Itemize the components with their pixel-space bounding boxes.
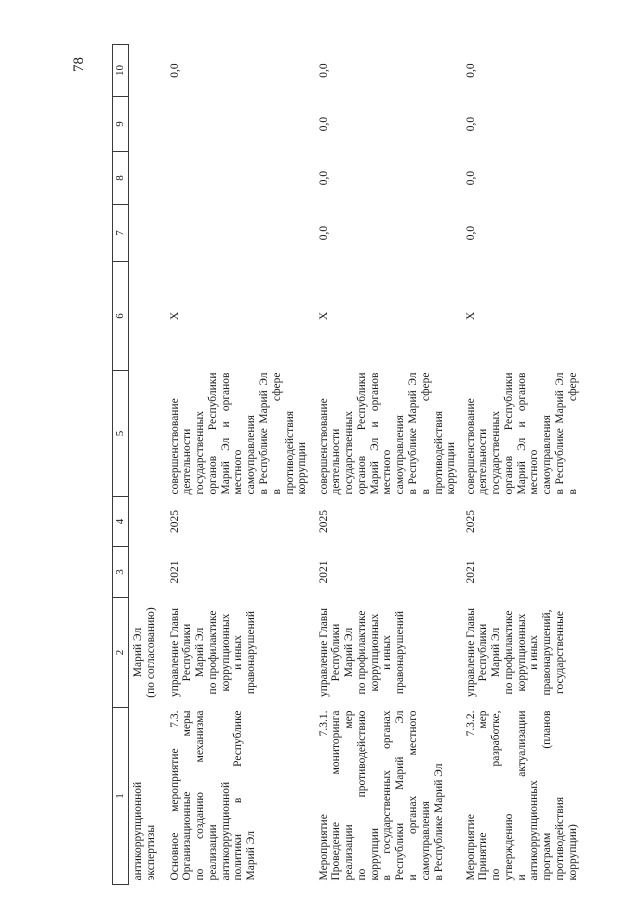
text-line: экспертизы (144, 824, 157, 881)
text-line: совершенствование (464, 398, 477, 495)
text-line: Марий Эл и органов (515, 372, 528, 495)
text-line: местного (528, 449, 541, 495)
expected-result-cell (166, 371, 315, 497)
column-number: 4 (113, 497, 129, 547)
text-line: государственные (554, 611, 567, 694)
text-line: Мероприятие 7.3.2. (464, 710, 477, 881)
text-line: деятельности (181, 428, 194, 495)
text-line: Мероприятие 7.3.1. (317, 710, 330, 881)
expected-result-cell (462, 371, 632, 497)
column-number: 2 (113, 598, 129, 708)
column-6-cell: X (464, 311, 477, 321)
value-cell: 0,0 (464, 170, 477, 186)
value-cell (166, 205, 315, 262)
expected-result-cell (129, 371, 166, 497)
text-line: Проведение мониторинга (330, 710, 343, 881)
expected-result-cell (315, 371, 462, 497)
text-line: в сфере (566, 372, 579, 495)
value-cell (129, 152, 166, 205)
text-line: в Республике Марий Эл (258, 372, 271, 495)
text-line: управление Главы (317, 608, 330, 697)
responsible-executor-cell (315, 598, 462, 708)
text-line: органов Республики (502, 372, 515, 495)
text-line: антикоррупционной (132, 781, 144, 881)
page-number: 78 (71, 57, 87, 72)
text-line: коррупционных (219, 613, 232, 692)
table-row (315, 45, 462, 885)
value-cell: 0,0 (464, 225, 477, 241)
text-line: Республики (330, 623, 343, 682)
text-line: самоуправления (541, 415, 554, 495)
column-number: 9 (113, 97, 129, 152)
text-line: и актуализации (515, 710, 528, 881)
column-6-cell: X (317, 311, 330, 321)
text-line: совершенствование (317, 398, 330, 495)
value-cell (129, 45, 166, 97)
column-number: 10 (113, 45, 129, 97)
text-line: по профилактике (206, 610, 219, 695)
text-line: программ (планов (541, 710, 554, 881)
text-line: по разработке, (490, 710, 503, 881)
text-line: Марий Эл и органов (368, 372, 381, 495)
text-line: и иных (381, 635, 394, 670)
text-line: самоуправления (394, 415, 407, 495)
value-cell (129, 97, 166, 152)
text-line: правонарушений, (541, 609, 554, 696)
text-line: управление Главы (464, 608, 477, 697)
end-year-cell: 2025 (464, 510, 477, 533)
text-line: местного (232, 449, 245, 495)
table-row (129, 45, 166, 885)
text-line: коррупционных (368, 613, 381, 692)
text-line: и иных (528, 635, 541, 670)
text-line: Марий Эл (245, 831, 258, 881)
text-line: коррупции (445, 442, 458, 495)
text-line: органов Республики (355, 372, 368, 495)
end-year-cell: 2025 (168, 510, 181, 533)
text-line: коррупции (368, 828, 381, 881)
start-year-cell: 2021 (317, 560, 330, 584)
program-measures-table (112, 44, 632, 885)
text-line: Принятие мер (477, 710, 490, 881)
text-line: по созданию механизма (194, 710, 207, 881)
value-cell: 0,0 (464, 116, 477, 132)
table-row (166, 45, 315, 885)
text-line: в сфере (270, 372, 283, 495)
end-year-cell: 2025 (317, 510, 330, 533)
text-line: Республики Марий Эл (394, 710, 407, 881)
value-cell (166, 97, 315, 152)
start-year-cell (129, 547, 166, 598)
value-cell: 0,0 (317, 225, 330, 241)
text-line: (по согласованию) (144, 607, 157, 698)
text-line: антикоррупционных (528, 780, 541, 881)
start-year-cell: 2021 (464, 560, 477, 584)
text-line: коррупции) (566, 824, 579, 881)
table-row (462, 45, 632, 885)
text-line: по противодействию (355, 710, 368, 881)
text-line: утверждению (502, 813, 515, 881)
column-6-cell (129, 262, 166, 371)
text-line: самоуправления (245, 415, 258, 495)
column-number: 8 (113, 152, 129, 205)
text-line: противодействия (554, 796, 567, 881)
text-line: реализации (206, 824, 219, 881)
value-cell: 0,0 (317, 63, 330, 78)
text-line: Марий Эл (343, 627, 356, 678)
text-line: деятельности (477, 428, 490, 495)
text-line: управление Главы (168, 608, 181, 697)
text-line: в Республике Марий Эл (432, 763, 445, 881)
text-line: государственных (490, 410, 503, 495)
measure-name-cell (166, 708, 315, 885)
value-cell: 0,0 (464, 63, 477, 78)
measure-name-cell (315, 708, 462, 885)
text-line: совершенствование (168, 398, 181, 495)
text-line: противодействия (432, 410, 445, 495)
column-number: 7 (113, 205, 129, 262)
column-number: 3 (113, 547, 129, 598)
start-year-cell: 2021 (168, 560, 181, 584)
text-line: в Республике Марий Эл (554, 372, 567, 495)
value-cell: 0,0 (317, 116, 330, 132)
text-line: Основное мероприятие 7.3. (168, 710, 181, 881)
text-line: антикоррупционной (219, 781, 232, 881)
text-line: в государственных органах (381, 710, 394, 881)
text-line: государственных (343, 410, 356, 495)
column-number: 1 (113, 708, 129, 885)
text-line: реализации мер (343, 710, 356, 881)
text-line: самоуправления (419, 801, 432, 881)
measure-name-cell (129, 708, 166, 885)
text-line: Республики (477, 623, 490, 682)
end-year-cell (129, 497, 166, 547)
text-line: противодействия (283, 410, 296, 495)
text-line: правонарушений (394, 610, 407, 695)
text-line: местного (381, 449, 394, 495)
text-line: в Республике Марий Эл (407, 372, 420, 495)
value-cell (129, 205, 166, 262)
text-line: Республики (181, 623, 194, 682)
text-line: Марий Эл (132, 627, 144, 678)
text-line: и иных (232, 635, 245, 670)
text-line: Марий Эл и органов (219, 372, 232, 495)
text-line: коррупционных (515, 613, 528, 692)
value-cell: 0,0 (168, 63, 181, 78)
responsible-executor-cell (166, 598, 315, 708)
text-line: органов Республики (206, 372, 219, 495)
text-line: по профилактике (502, 610, 515, 695)
column-number-row (113, 45, 129, 885)
text-line: по профилактике (355, 610, 368, 695)
text-line: Организационные меры (181, 710, 194, 881)
value-cell (166, 152, 315, 205)
text-line: Марий Эл (490, 627, 503, 678)
measure-name-cell (462, 708, 632, 885)
text-line: коррупции (296, 442, 309, 495)
column-number: 5 (113, 371, 129, 497)
value-cell: 0,0 (317, 170, 330, 186)
column-number: 6 (113, 262, 129, 371)
text-line: правонарушений (245, 610, 258, 695)
text-line: и органах местного (407, 710, 420, 881)
text-line: деятельности (330, 428, 343, 495)
text-line: Марий Эл (194, 627, 207, 678)
text-line: в сфере (419, 372, 432, 495)
column-6-cell: X (168, 311, 181, 321)
text-line: политики в Республике (232, 710, 245, 881)
responsible-executor-cell (129, 598, 166, 708)
responsible-executor-cell (462, 598, 632, 708)
text-line: государственных (194, 410, 207, 495)
